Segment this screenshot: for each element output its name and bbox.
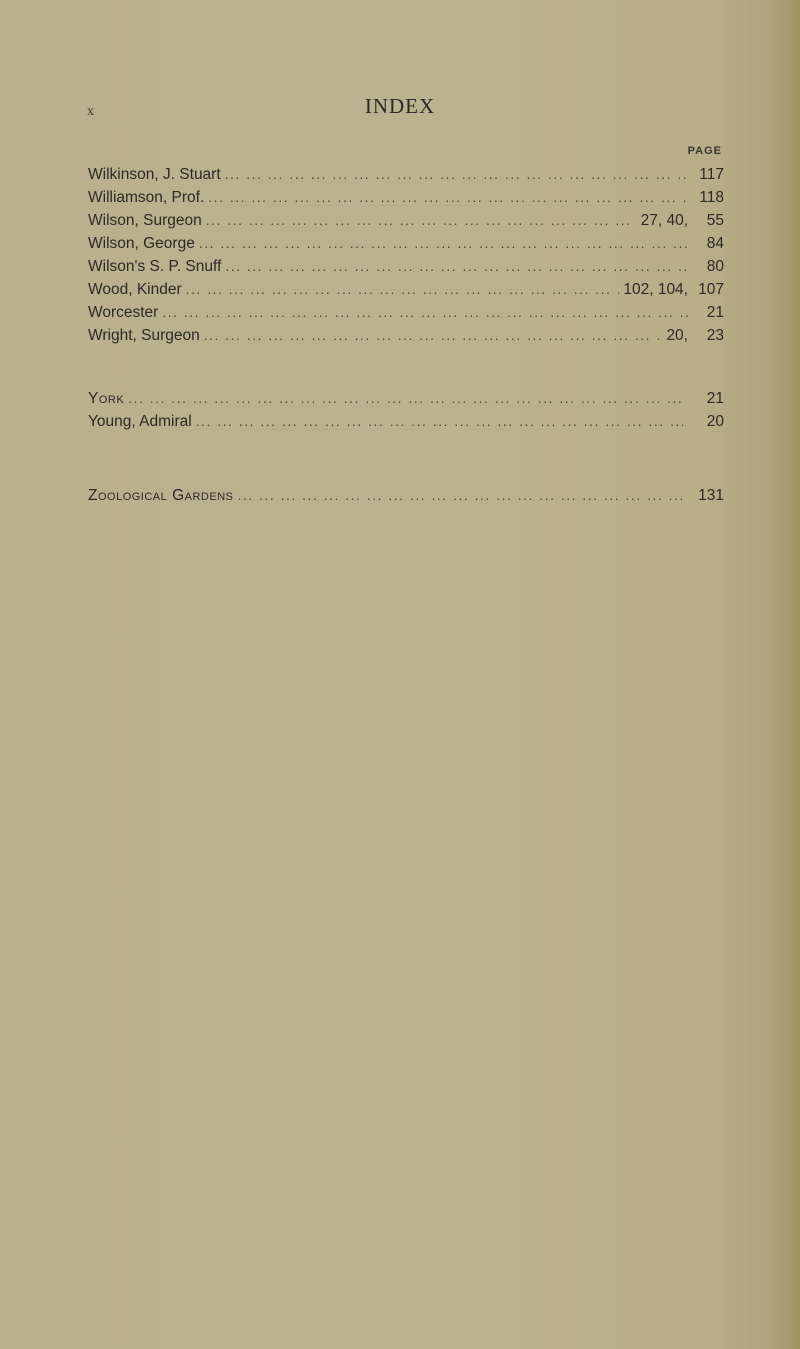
entry-name: York: [88, 390, 125, 407]
dot-leader: [204, 327, 663, 343]
index-entry: [88, 327, 724, 351]
dot-leader: [208, 189, 688, 205]
index-entry: [88, 258, 724, 282]
entry-name: Worcester: [88, 304, 159, 321]
entry-name: Wilson's S. P. Snuff: [88, 258, 222, 275]
entry-page: 20: [706, 413, 724, 430]
entry-references: 27, 40,: [640, 212, 688, 229]
entry-name: Wilson, George: [88, 235, 195, 252]
dot-leader: [186, 281, 620, 297]
dot-leader: [237, 487, 688, 503]
dot-leader: [196, 413, 688, 429]
page-number: x: [87, 104, 94, 119]
index-entry: [88, 235, 724, 259]
dot-leader: [206, 212, 637, 228]
index-entry: [88, 304, 724, 328]
entry-page: 117: [699, 166, 724, 183]
entry-page: 23: [706, 327, 724, 344]
entry-name: Wilson, Surgeon: [88, 212, 202, 229]
index-entry: [88, 281, 724, 305]
page-edge-shadow: [766, 0, 800, 1349]
entry-name: Wilkinson, J. Stuart: [88, 166, 221, 183]
entry-page: 21: [706, 390, 724, 407]
dot-leader: [225, 166, 688, 182]
entry-page: 21: [706, 304, 724, 321]
entry-name: Wood, Kinder: [88, 281, 182, 298]
entry-name: Young, Admiral: [88, 413, 192, 430]
entry-page: 55: [706, 212, 724, 229]
entry-name: Zoological Gardens: [88, 487, 234, 504]
dot-leader: [128, 390, 688, 406]
entry-page: 84: [706, 235, 724, 252]
index-entry: [88, 487, 724, 511]
index-entry: [88, 212, 724, 236]
dot-leader: [199, 235, 688, 251]
entry-page: 131: [698, 487, 724, 504]
entry-page: 107: [698, 281, 724, 298]
entry-page: 118: [699, 189, 724, 206]
page-column-heading: PAGE: [687, 145, 722, 157]
page-title: INDEX: [364, 94, 436, 118]
entry-page: 80: [706, 258, 724, 275]
entry-name: Williamson, Prof.: [88, 189, 205, 206]
entry-references: 102, 104,: [623, 281, 688, 298]
index-entry: [88, 390, 724, 414]
index-entry: [88, 166, 724, 190]
entry-references: 20,: [666, 327, 688, 344]
entry-name: Wright, Surgeon: [88, 327, 200, 344]
index-entry: [88, 413, 724, 437]
dot-leader: [162, 304, 688, 320]
index-entry: [88, 189, 724, 213]
dot-leader: [225, 258, 688, 274]
